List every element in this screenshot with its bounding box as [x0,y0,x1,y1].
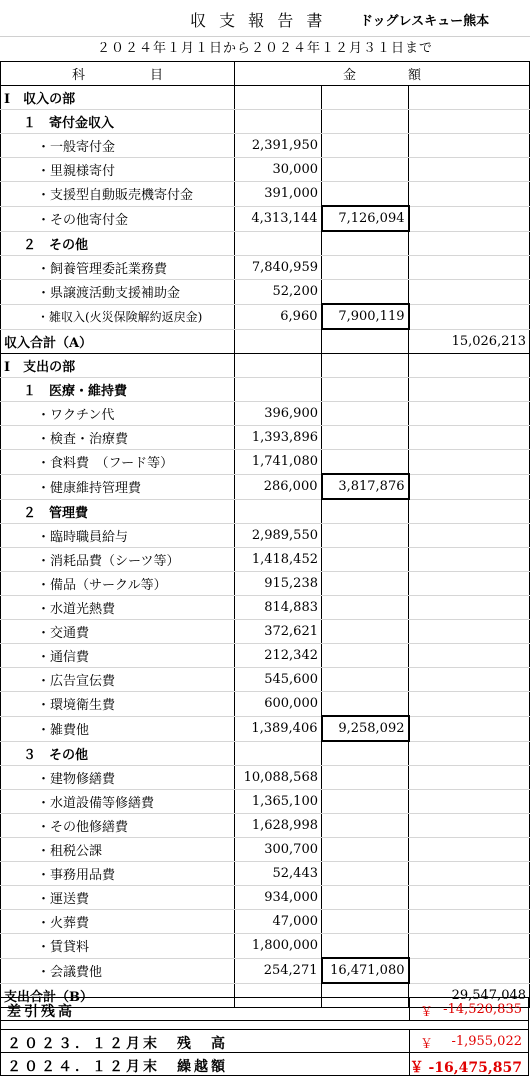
item-amount: 600,000 [235,692,322,717]
cell [322,86,409,110]
item-label: ・臨時職員給与 [1,524,235,548]
item-label: ・交通費 [1,620,235,644]
cell [322,499,409,524]
cell [409,354,530,378]
cell [409,862,530,886]
subtotal-amount [322,766,409,790]
subtotal-amount [322,910,409,934]
cell [409,474,530,499]
cell [409,280,530,305]
item-label: ・里親様寄付 [1,158,235,182]
line-item-row [1,620,530,644]
line-item-row [1,644,530,668]
cell [322,741,409,766]
item-label: ・水道設備等修繕費 [1,790,235,814]
cell [235,86,322,110]
item-amount: 391,000 [235,182,322,207]
cell [409,304,530,329]
group-row [1,499,530,524]
item-label: ・備品（サークル等） [1,572,235,596]
amount-header: 金 額 [235,62,530,86]
group-row [1,741,530,766]
cell [409,86,530,110]
section-row [1,354,530,378]
cell [409,596,530,620]
line-item-row [1,934,530,959]
line-item-row [1,182,530,207]
cell [409,620,530,644]
subtotal-amount: 7,900,119 [322,304,409,329]
organization-name: ドッグレスキュー熊本 [360,14,490,29]
cell [235,378,322,402]
group-label: ２ 管理費 [1,499,235,524]
line-item-row [1,692,530,717]
group-row [1,110,530,134]
line-item-row [1,572,530,596]
item-label: ・賃貸料 [1,934,235,959]
total-amount: 15,026,213 [409,329,530,354]
item-amount: 934,000 [235,886,322,910]
item-label: ・環境衛生費 [1,692,235,717]
cell [409,134,530,158]
section-label: Ⅰ 収入の部 [1,86,235,110]
group-row [1,231,530,256]
cell [409,548,530,572]
cell [409,206,530,231]
subtotal-amount: 16,471,080 [322,958,409,983]
item-label: ・食料費 （フード等） [1,450,235,475]
item-amount: 915,238 [235,572,322,596]
total-amount: 29,547,048 [409,983,530,1008]
header-row [1,62,530,86]
item-amount: 47,000 [235,910,322,934]
item-label: ・会議費他 [1,958,235,983]
subtotal-amount [322,158,409,182]
report-table [0,61,530,1008]
item-label: ・運送費 [1,886,235,910]
subtotal-amount [322,524,409,548]
subtotal-amount [322,450,409,475]
section-label: Ⅰ 支出の部 [1,354,235,378]
line-item-row [1,910,530,934]
subject-header: 科 目 [1,62,235,86]
subtotal-amount [322,934,409,959]
subtotal-amount [322,548,409,572]
cell [409,524,530,548]
line-item-row [1,134,530,158]
group-label: ３ その他 [1,741,235,766]
line-item-row [1,838,530,862]
item-amount: 372,621 [235,620,322,644]
subtotal-amount [322,886,409,910]
cell [409,110,530,134]
item-label: ・事務用品費 [1,862,235,886]
item-amount: 396,900 [235,402,322,426]
cell [235,354,322,378]
cell [409,231,530,256]
cell [409,644,530,668]
cell [409,886,530,910]
line-item-row [1,304,530,329]
group-row [1,378,530,402]
item-amount: 1,389,406 [235,716,322,741]
total-label: 収入合計（A） [1,329,235,354]
item-label: ・支援型自動販売機寄付金 [1,182,235,207]
item-label: ・火葬費 [1,910,235,934]
cell [322,231,409,256]
subtotal-amount [322,790,409,814]
line-item-row [1,158,530,182]
item-amount: 52,443 [235,862,322,886]
balance-row [0,997,529,1021]
item-label: ・検査・治療費 [1,426,235,450]
item-label: ・その他寄付金 [1,206,235,231]
subtotal-amount [322,620,409,644]
cell [322,329,409,354]
line-item-row [1,886,530,910]
item-label: ・消耗品費（シーツ等） [1,548,235,572]
cell [409,402,530,426]
item-amount: 2,391,950 [235,134,322,158]
subtotal-amount [322,402,409,426]
cell [409,668,530,692]
item-amount: 254,271 [235,958,322,983]
group-label: １ 寄付金収入 [1,110,235,134]
item-amount: 1,741,080 [235,450,322,475]
cell [409,766,530,790]
item-amount: 286,000 [235,474,322,499]
subtotal-amount [322,256,409,280]
item-amount: 7,840,959 [235,256,322,280]
line-item-row [1,474,530,499]
cell [409,814,530,838]
cell [409,256,530,280]
item-label: ・県譲渡活動支援補助金 [1,280,235,305]
subtotal-amount: 9,258,092 [322,716,409,741]
subtotal-amount [322,668,409,692]
cell [322,110,409,134]
line-item-row [1,958,530,983]
cell [409,741,530,766]
subtotal-amount [322,596,409,620]
total-label: 支出合計（B） [1,983,235,1008]
item-amount: 212,342 [235,644,322,668]
line-item-row [1,256,530,280]
prev-balance-row [0,1029,529,1053]
cell [322,378,409,402]
prev-balance-value: -1,955,022 [451,1034,522,1049]
title-row [0,0,530,37]
yen-sign: ￥ [420,1037,434,1052]
summary-block [0,997,529,1076]
item-amount: 6,960 [235,304,322,329]
subtotal-amount [322,838,409,862]
subtotal-amount [322,280,409,305]
section-row [1,86,530,110]
cell [409,692,530,717]
group-label: ２ その他 [1,231,235,256]
item-amount: 1,800,000 [235,934,322,959]
carry-over-value: ￥ -16,475,857 [409,1060,522,1076]
item-label: ・飼養管理委託業務費 [1,256,235,280]
subtotal-amount [322,692,409,717]
item-amount: 30,000 [235,158,322,182]
subtotal-amount: 7,126,094 [322,206,409,231]
item-amount: 10,088,568 [235,766,322,790]
cell [409,958,530,983]
prev-balance-label: ２０２３．１２月末 残 高 [7,1036,228,1052]
item-amount: 1,365,100 [235,790,322,814]
line-item-row [1,814,530,838]
item-label: ・建物修繕費 [1,766,235,790]
line-item-row [1,596,530,620]
cell [409,934,530,959]
cell [409,450,530,475]
subtotal-amount [322,862,409,886]
cell [235,110,322,134]
item-label: ・租税公課 [1,838,235,862]
item-label: ・雑収入(火災保険解約返戻金) [1,304,235,329]
item-label: ・水道光熱費 [1,596,235,620]
item-label: ・その他修繕費 [1,814,235,838]
item-amount: 300,700 [235,838,322,862]
cell [235,741,322,766]
balance-value: -14,520,835 [443,1002,522,1017]
line-item-row [1,450,530,475]
subtotal-amount [322,426,409,450]
item-label: ・ワクチン代 [1,402,235,426]
line-item-row [1,790,530,814]
subtotal-amount [322,134,409,158]
group-label: １ 医療・維持費 [1,378,235,402]
carry-over-row [0,1053,529,1076]
item-amount: 52,200 [235,280,322,305]
cell [235,329,322,354]
item-amount: 4,313,144 [235,206,322,231]
line-item-row [1,206,530,231]
report-period: ２０２４年１月１日から２０２４年１２月３１日まで [0,37,530,62]
line-item-row [1,402,530,426]
item-amount: 2,989,550 [235,524,322,548]
item-label: ・雑費他 [1,716,235,741]
yen-sign: ￥ [420,1005,434,1020]
item-amount: 545,600 [235,668,322,692]
cell [322,354,409,378]
total-row [1,329,530,354]
item-label: ・健康維持管理費 [1,474,235,499]
subtotal-amount: 3,817,876 [322,474,409,499]
cell [235,499,322,524]
cell [409,910,530,934]
subtotal-amount [322,644,409,668]
item-amount: 814,883 [235,596,322,620]
balance-label: 差引残高 [7,1004,75,1020]
cell [409,838,530,862]
item-amount: 1,418,452 [235,548,322,572]
item-amount: 1,393,896 [235,426,322,450]
cell [409,426,530,450]
cell [409,499,530,524]
line-item-row [1,280,530,305]
cell [409,716,530,741]
report-title: 収 支 報 告 書 [190,11,327,30]
line-item-row [1,862,530,886]
item-label: ・広告宣伝費 [1,668,235,692]
cell [235,231,322,256]
cell [409,158,530,182]
line-item-row [1,524,530,548]
line-item-row [1,426,530,450]
line-item-row [1,766,530,790]
cell [409,182,530,207]
line-item-row [1,716,530,741]
line-item-row [1,548,530,572]
subtotal-amount [322,572,409,596]
line-item-row [1,668,530,692]
item-amount: 1,628,998 [235,814,322,838]
subtotal-amount [322,182,409,207]
subtotal-amount [322,814,409,838]
cell [409,378,530,402]
item-label: ・通信費 [1,644,235,668]
cell [409,572,530,596]
item-label: ・一般寄付金 [1,134,235,158]
carry-over-label: ２０２４．１２月末 繰越額 [7,1059,228,1075]
cell [409,790,530,814]
